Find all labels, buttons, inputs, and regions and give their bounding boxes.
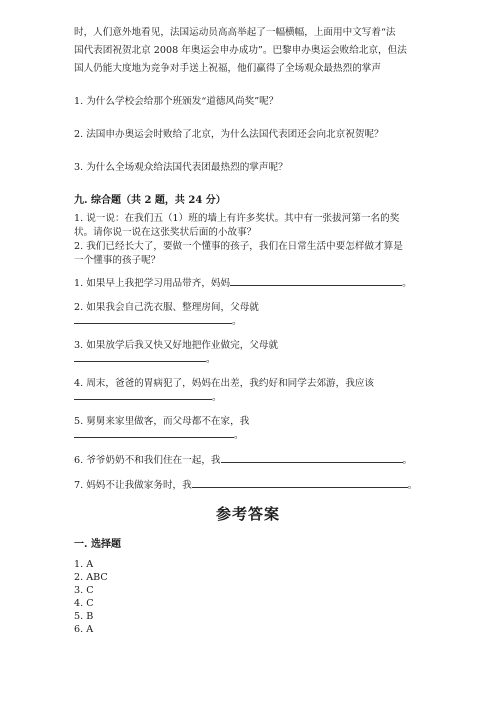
fill-item-6-blank[interactable] (221, 453, 403, 463)
fill-item-7-end: 。 (407, 480, 418, 491)
answer-2: 2. ABC (74, 572, 108, 583)
fill-item-5-end: 。 (234, 430, 244, 441)
passage-question-2: 2. 法国申办奥运会时败给了北京，为什么法国代表团还会向北京祝贺呢？ (74, 129, 384, 140)
fill-item-4-blank[interactable] (74, 390, 212, 400)
answer-6: 6. A (74, 624, 94, 635)
fill-item-3-answer (74, 352, 216, 366)
comprehensive-q2-line-2: 一个懂事的孩子呢？ (74, 255, 161, 266)
fill-item-1-text: 1. 如果早上我把学习用品带齐，妈妈 (74, 278, 231, 289)
passage-line-2: 国代表团祝贺北京 2008 年奥运会申办成功”。巴黎申办奥运会败给北京，但法 (74, 45, 407, 56)
fill-item-1-blank[interactable] (230, 276, 402, 286)
fill-item-7 (74, 478, 417, 492)
answer-5: 5. B (74, 611, 94, 622)
fill-item-1-end: 。 (402, 278, 412, 289)
fill-item-2-end: 。 (232, 316, 242, 327)
answer-4: 4. C (74, 598, 94, 609)
fill-item-3-end: 。 (206, 354, 216, 365)
section-9-heading: 九. 综合题（共 2 题，共 24 分） (74, 195, 226, 206)
fill-item-7-text: 7. 妈妈不让我做家务时，我 (74, 480, 192, 491)
passage-line-3: 国人仍能大度地为竞争对手送上祝福，他们赢得了全场观众最热烈的掌声 (74, 63, 381, 74)
fill-item-5-answer (74, 428, 244, 442)
passage-question-1: 1. 为什么学校会给那个班颁发“道德风尚奖”呢？ (74, 96, 279, 107)
fill-item-3-text: 3. 如果放学后我又快又好地把作业做完，父母就 (74, 340, 279, 351)
answer-1: 1. A (74, 559, 94, 570)
fill-item-6-end: 。 (402, 455, 413, 466)
answers-title: 参考答案 (216, 505, 281, 523)
fill-item-4-text: 4. 周末，爸爸的胃病犯了，妈妈在出差，我约好和同学去郊游，我应该 (74, 378, 375, 389)
fill-item-4-answer (74, 390, 222, 404)
fill-item-6-text: 6. 爷爷奶奶不和我们住在一起，我 (74, 455, 221, 466)
fill-item-5-blank[interactable] (74, 428, 234, 438)
fill-item-3-blank[interactable] (74, 352, 206, 362)
answers-section-1-heading: 一. 选择题 (74, 539, 121, 550)
fill-item-2-text: 2. 如果我会自己洗衣服、整理房间，父母就 (74, 302, 259, 313)
passage-question-3: 3. 为什么全场观众给法国代表团最热烈的掌声呢？ (74, 162, 288, 173)
fill-item-5-text: 5. 舅舅来家里做客，而父母都不在家，我 (74, 416, 250, 427)
fill-item-7-blank[interactable] (192, 478, 408, 488)
comprehensive-q2-line-1: 2. 我们已经长大了，要做一个懂事的孩子，我们在日常生活中要怎样做才算是 (74, 241, 403, 252)
passage-line-1: 时，人们意外地看见，法国运动员高高举起了一幅横幅，上面用中文写着“法 (74, 27, 396, 38)
fill-item-2-answer (74, 314, 242, 328)
fill-item-2-blank[interactable] (74, 314, 232, 324)
comprehensive-q1-line-1: 1. 说一说：在我们五（1）班的墙上有许多奖状。其中有一张拔河第一名的奖 (74, 213, 400, 224)
fill-item-4-end: 。 (212, 392, 222, 403)
comprehensive-q1-line-2: 状。请你说一说在这张奖状后面的小故事？ (74, 227, 257, 238)
fill-item-1 (74, 276, 412, 290)
fill-item-6 (74, 453, 412, 467)
answer-3: 3. C (74, 585, 94, 596)
